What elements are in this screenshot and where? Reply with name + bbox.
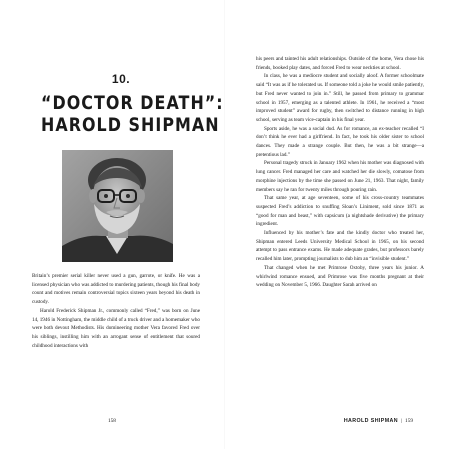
paragraph: Sports aside, he was a social dud. As for romance, an ex-teacher recalled “I don’t think he ever had a girlfriend. In fact, he took his older sister to school dances. They made a strange couple. But then, he was a bit strange—a pretentious lad.”	[256, 125, 424, 158]
left-page	[0, 0, 224, 449]
portrait-illustration	[62, 150, 173, 262]
left-page-body	[32, 272, 200, 350]
chapter-title-line-2: HAROLD SHIPMAN	[41, 115, 220, 136]
running-head-separator: |	[400, 418, 403, 424]
paragraph: In class, he was a mediocre student and socially aloof. A former schoolmate said “It was as if he tolerated us. If someone told a joke he would smile patiently, but Fred never wanted to join in.” Still, he passed from primary to grammar school in 1957, emerging as a talented athlete. In 1961, he received a “most improved student” award for rugby, then switched to distance running in high school, serving as team vice-captain in his final year.	[256, 73, 424, 123]
chapter-number: 10.	[111, 72, 131, 86]
paragraph: That changed when he met Primrose Oxtoby, three years his junior. A whirlwind romance ensued, and Primrose was five months pregnant at their wedding on November 5, 1966. Daughter Sarah arrived on	[256, 264, 424, 289]
right-page-body	[256, 55, 424, 290]
page-number-right: 159	[405, 418, 413, 424]
running-head-right	[344, 418, 413, 424]
paragraph: Harold Frederick Shipman Jr., commonly called “Fred,” was born on June 14, 1946 in Nottingham, the middle child of a truck driver and a homemaker who were both devout Methodists. His domineering mother Vera favored Fred over his siblings, instilling him with an arrogant sense of entitlement that soured childhood interactions with	[32, 307, 200, 349]
chapter-title	[41, 93, 224, 137]
running-head-title: HAROLD SHIPMAN	[343, 418, 398, 424]
paragraph: his peers and tainted his adult relationships. Outside of the home, Vera chose his friends, booked play dates, and forced Fred to wear neckties at school.	[256, 56, 424, 71]
paragraph: Influenced by his mother’s fate and the kindly doctor who treated her, Shipman entered Leeds University Medical School in 1965, on his second attempt to pass entrance exams. He made adequate grades, but professors barely recalled him later, prompting journalists to dub him an “invisible student.”	[256, 230, 424, 263]
page-number-left: 158	[108, 418, 116, 424]
paragraph: Personal tragedy struck in January 1962 when his mother was diagnosed with lung cancer. Fred managed her care and watched her die slowly, comatose from morphine injections by the time she passed on June 21, 1963. That night, family members say he ran for twenty miles through pouring rain.	[256, 160, 424, 193]
chapter-title-line-1: “DOCTOR DEATH”:	[41, 93, 224, 114]
portrait-photo	[62, 150, 173, 262]
paragraph: That same year, at age seventeen, some of his cross-country teammates suspected Fred’s addiction to snuffing Sloan’s Liniment, sold since 1871 as “good for man and beast,” with capsicum (a nightshade derivative) the primary ingredient.	[256, 195, 424, 228]
paragraph: Britain’s premier serial killer never used a gun, garrote, or knife. He was a licensed physician who was addicted to murdering patients, though his final body count and motives remain controversial topics sixteen years beyond his death in custody.	[32, 273, 200, 306]
